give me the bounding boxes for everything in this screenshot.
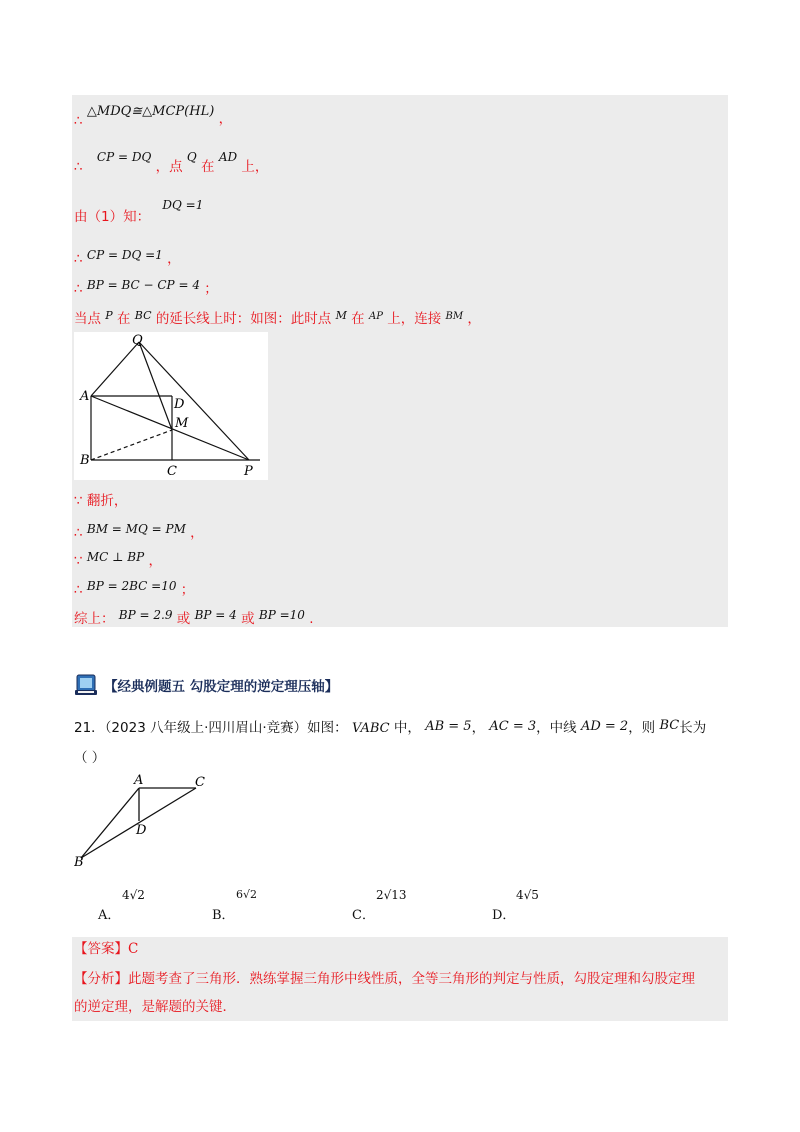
solution-line-2: ∴ CP = DQ ，点 Q 在 AD 上， [74, 150, 269, 175]
label-d: D [174, 397, 185, 412]
label-c: C [167, 464, 177, 479]
segment-qm [139, 342, 172, 430]
solution-line-11: 综上： BP = 2.9 或 BP = 4 或 BP =10 . [74, 608, 314, 627]
solution-line-9: ∵ MC ⊥ BP ， [74, 550, 162, 569]
section-title: 【经典例题五 勾股定理的逆定理压轴】 [104, 679, 339, 695]
solution-line-10: ∴ BP = 2BC =10 ； [74, 579, 195, 598]
solution-line-8: ∴ BM = MQ = PM ， [74, 522, 204, 541]
segment-qp [139, 342, 249, 460]
label-q: Q [132, 333, 143, 348]
analysis-line-2: 的逆定理，是解题的关键． [74, 999, 236, 1015]
figure-triangle-median [74, 770, 224, 870]
book-icon [74, 673, 100, 697]
segment-bm [91, 430, 172, 460]
segment-qa [91, 342, 139, 396]
answer-line: 【答案】C [74, 941, 139, 957]
figure-1-svg [74, 332, 268, 480]
label-c: C [195, 775, 205, 790]
solution-line-6: 当点 P 在 BC 的延长线上时：如图：此时点 M 在 AP 上，连接 BM ， [74, 309, 481, 327]
label-p: P [244, 464, 253, 479]
question-line-1: 21．（2023 八年级上·四川眉山·竞赛）如图： VABC 中， AB = 5， AC = 3，中线 AD = 2，则 BC长为 [74, 718, 707, 736]
figure-2-svg [74, 770, 224, 870]
solution-line-7: ∵ 翻折， [74, 493, 128, 509]
question-blank: （ ） [74, 750, 106, 766]
analysis-line-1: 【分析】此题考查了三角形．熟练掌握三角形中线性质，全等三角形的判定与性质，勾股定理和勾股定理 [74, 971, 695, 987]
section-header [74, 670, 338, 700]
label-a: A [134, 773, 144, 788]
label-a: A [80, 389, 90, 404]
label-b: B [80, 453, 90, 468]
solution-line-5: ∴ BP = BC − CP = 4 ； [74, 278, 218, 297]
solution-line-4: ∴ CP = DQ =1 ， [74, 248, 181, 267]
label-b: B [74, 855, 84, 870]
figure-fold-diagram [74, 332, 268, 480]
label-d: D [136, 823, 147, 838]
label-m: M [175, 416, 189, 431]
solution-line-1: ∴ △MDQ≅△MCP(HL) ， [74, 104, 233, 129]
solution-line-3: 由（1）知： DQ =1 [74, 198, 204, 225]
segment-ab [81, 788, 139, 858]
segment-ap [91, 396, 249, 460]
